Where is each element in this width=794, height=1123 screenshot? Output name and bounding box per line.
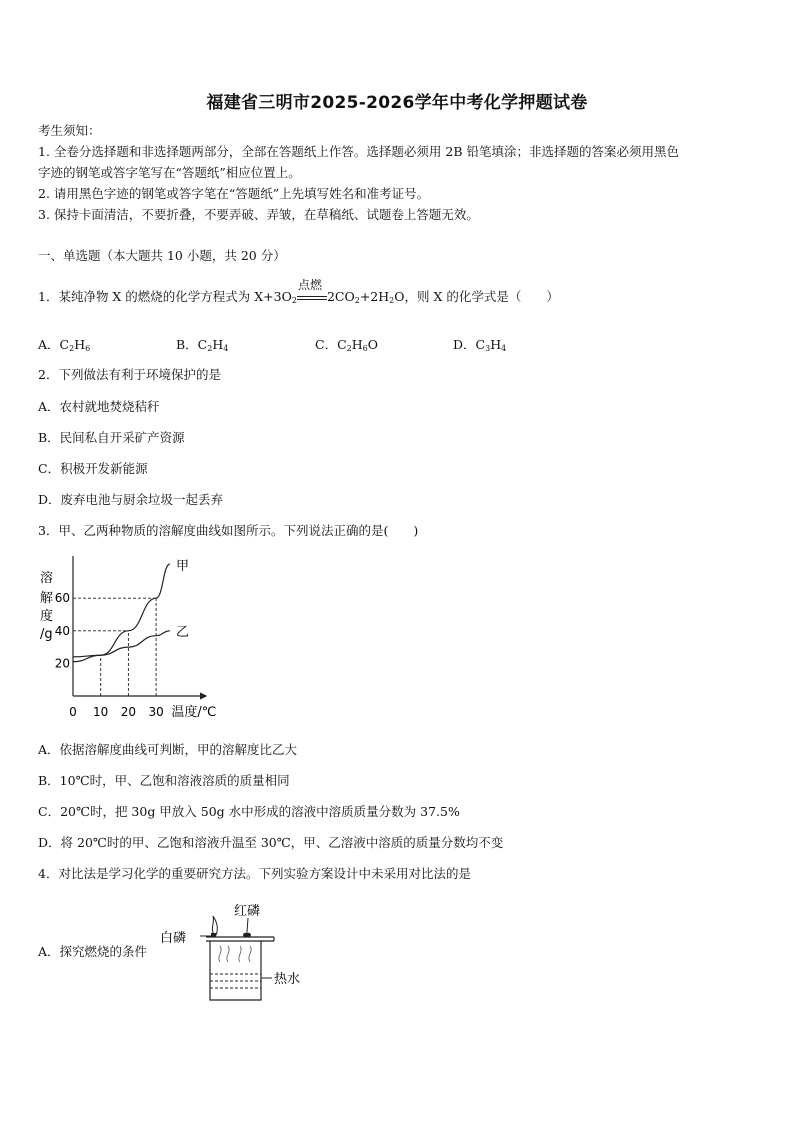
- hot-water-label: 热水: [274, 972, 301, 987]
- q1-option-d: [453, 335, 506, 353]
- q1-product-b: +2H: [359, 289, 390, 304]
- q1-option-a: [38, 335, 90, 353]
- y-axis-label-3: 度: [40, 609, 54, 624]
- y-axis-label-4: /g: [40, 627, 53, 642]
- notice-item-2: 2. 请用黑色字迹的钢笔或答字笔在“答题纸”上先填写姓名和准考证号。: [38, 186, 430, 201]
- q1-option-a-mid: H: [74, 337, 86, 352]
- q1-option-c: [315, 335, 378, 353]
- series-line-2: [73, 631, 170, 657]
- notice-item-1-line-1: 1. 全卷分选择题和非选择题两部分，全部在答题纸上作答。选择题必须用 2B 铅笔填涂；非选择题的答案必须用黑色: [38, 144, 679, 159]
- question-1-stem: [38, 277, 559, 305]
- q1-option-c-mid: H: [351, 337, 363, 352]
- combustion-apparatus-figure: [158, 898, 318, 1008]
- q1-option-b-sub-1: 2: [207, 344, 213, 353]
- notice-heading: 考生须知：: [38, 123, 101, 138]
- q2-option-a: A．农村就地焚烧秸秆: [38, 399, 160, 414]
- y-tick-label-60: 60: [54, 591, 70, 606]
- section-heading: 一、单选题（本大题共 10 小题，共 20 分）: [38, 248, 286, 263]
- q1-option-a-sub-2: 6: [85, 344, 91, 353]
- red-phosphorus: [243, 933, 251, 938]
- q2-option-b: B．民间私自开采矿产资源: [38, 430, 185, 445]
- q2-option-c: C．积极开发新能源: [38, 461, 148, 476]
- q1-equation-line-top: [297, 296, 327, 297]
- q1-equation-line-bottom: [297, 299, 327, 300]
- q1-option-b: [176, 335, 228, 353]
- q2-option-d: D．废弃电池与厨余垃圾一起丢弃: [38, 492, 224, 507]
- x-tick-label-10: 10: [93, 705, 109, 719]
- question-2-stem: 2．下列做法有利于环境保护的是: [38, 367, 221, 382]
- y-axis-label-1: 溶: [40, 571, 54, 586]
- q1-option-b-mid: H: [212, 337, 224, 352]
- q1-option-a-text: A．C: [38, 337, 70, 352]
- x-tick-label-30: 30: [148, 705, 164, 719]
- q1-reaction-condition: [297, 277, 327, 305]
- q1-option-c-tail: O: [367, 337, 378, 352]
- q1-condition-text: 点燃: [297, 277, 322, 292]
- series-label-2: 乙: [175, 624, 189, 640]
- beaker: [210, 941, 261, 1000]
- q1-stem-prefix: 1．某纯净物 X 的燃烧的化学方程式为 X+3O: [38, 289, 292, 304]
- q1-option-d-text: D．C: [453, 337, 486, 352]
- q1-co2-subscript: 2: [354, 296, 360, 305]
- y-tick-label-40: 40: [54, 623, 70, 638]
- q1-o2-subscript: 2: [291, 296, 297, 305]
- notice-item-3: 3. 保持卡面清洁，不要折叠，不要弄破、弄皱，在草稿纸、试题卷上答题无效。: [38, 207, 479, 222]
- q1-h2o-subscript: 2: [389, 296, 395, 305]
- y-tick-label-20: 20: [54, 656, 70, 671]
- q3-option-c: C．20℃时，把 30g 甲放入 50g 水中形成的溶液中溶质质量分数为 37.5%: [38, 804, 460, 819]
- steam-lines: [219, 946, 251, 962]
- x-tick-label-20: 20: [120, 705, 137, 719]
- x-axis-label: 温度/℃: [171, 705, 217, 720]
- q1-stem-suffix: O，则 X 的化学式是（ ）: [394, 289, 559, 304]
- notice-item-1-line-2: 字迹的钢笔或答字笔写在“答题纸”相应位置上。: [38, 165, 301, 180]
- series-label-1: 甲: [175, 558, 189, 574]
- y-axis-label-2: 解: [40, 591, 54, 606]
- red-phosphorus-pointer: [247, 918, 248, 932]
- q1-option-d-sub-2: 4: [501, 344, 507, 353]
- red-phosphorus-label: 红磷: [234, 904, 261, 919]
- q1-option-c-text: C．C: [315, 337, 347, 352]
- page-title: 福建省三明市2025-2026学年中考化学押题试卷: [206, 93, 588, 113]
- q1-option-c-sub-1: 2: [346, 344, 352, 353]
- q3-option-d: D．将 20℃时的甲、乙饱和溶液升温至 30℃，甲、乙溶液中溶质的质量分数均不变: [38, 835, 504, 850]
- question-4-stem: 4．对比法是学习化学的重要研究方法。下列实验方案设计中未采用对比法的是: [38, 866, 471, 881]
- series-line-1: [73, 564, 170, 662]
- q4-option-a: A．探究燃烧的条件: [38, 944, 148, 959]
- q1-option-d-sub-1: 3: [485, 344, 491, 353]
- q1-option-b-sub-2: 4: [223, 344, 229, 353]
- white-phosphorus-label: 白磷: [160, 931, 187, 946]
- q1-option-b-text: B．C: [176, 337, 208, 352]
- q1-option-d-mid: H: [490, 337, 502, 352]
- q3-option-a: A．依据溶解度曲线可判断，甲的溶解度比乙大: [38, 742, 298, 757]
- q1-option-a-sub-1: 2: [69, 344, 75, 353]
- solubility-chart: [30, 556, 230, 726]
- q1-option-c-sub-2: 6: [362, 344, 368, 353]
- white-phosphorus-flame: [212, 916, 217, 935]
- question-3-stem: 3．甲、乙两种物质的溶解度曲线如图所示。下列说法正确的是( ): [38, 523, 419, 538]
- x-tick-label-0: 0: [69, 705, 77, 719]
- q1-product-a: 2CO: [326, 289, 355, 304]
- white-phosphorus: [211, 933, 216, 937]
- q3-option-b: B．10℃时，甲、乙饱和溶液溶质的质量相同: [38, 773, 290, 788]
